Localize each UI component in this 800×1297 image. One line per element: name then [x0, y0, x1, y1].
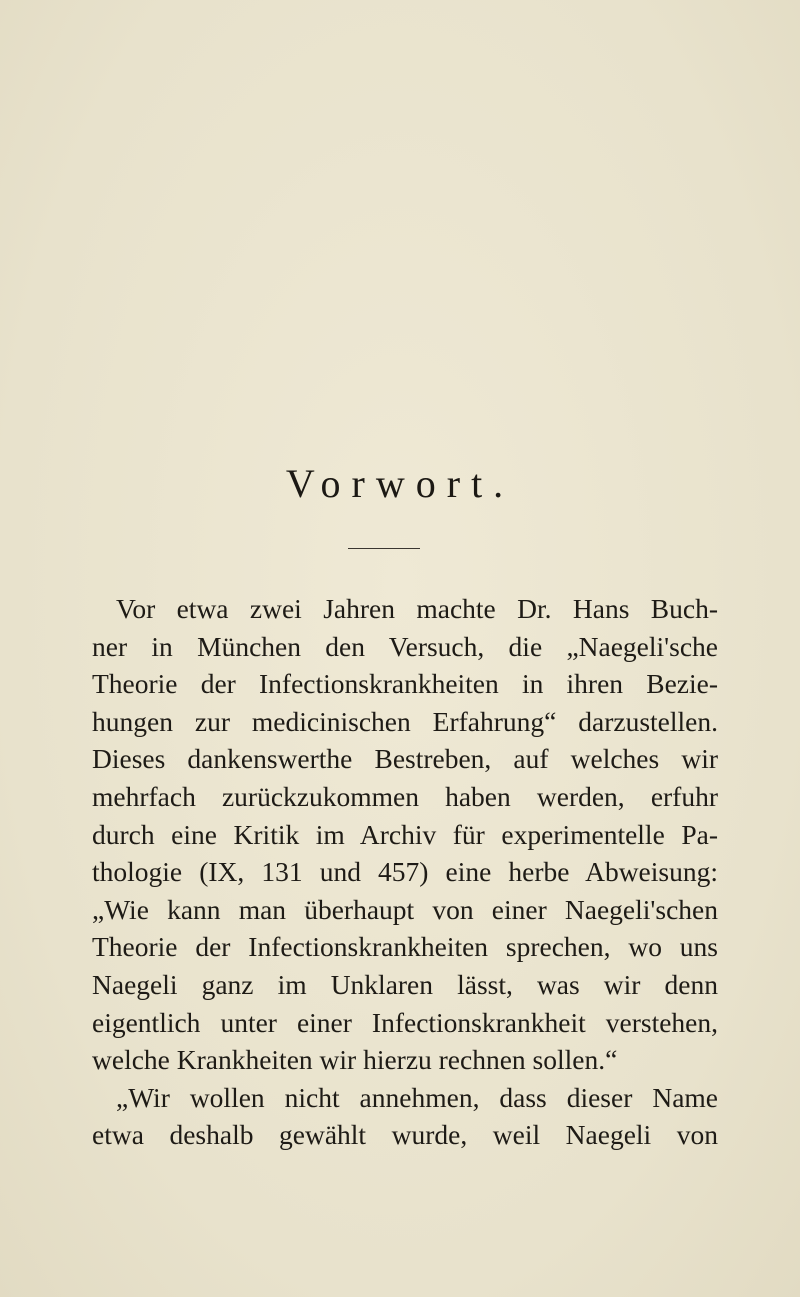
text-line: eigentlich unter einer Infectionskrankheit verstehen, [92, 1006, 718, 1038]
text-line: Naegeli ganz im Unklaren lässt, was wir denn [92, 968, 718, 1000]
title-divider [348, 548, 420, 549]
text-line: Theorie der Infectionskrankheiten sprechen, wo uns [92, 931, 718, 963]
text-line: ner in München den Versuch, die „Naegeli'sche [92, 630, 718, 662]
text-line: Dieses dankenswerthe Bestreben, auf welches wir [92, 743, 718, 775]
text-line: Vor etwa zwei Jahren machte Dr. Hans Buch- [116, 593, 718, 624]
text-line: durch eine Kritik im Archiv für experimentelle Pa- [92, 818, 718, 850]
text-line: Theorie der Infectionskrankheiten in ihren Bezie- [92, 668, 718, 700]
page-title: Vorwort. [285, 461, 515, 506]
text-line: etwa deshalb gewählt wurde, weil Naegeli von [92, 1119, 718, 1151]
text-line: welche Krankheiten wir hierzu rechnen sollen.“ [92, 1044, 618, 1076]
text-line: „Wie kann man überhaupt von einer Naegeli'schen [92, 893, 718, 925]
text-line: hungen zur medicinischen Erfahrung“ darzustellen. [92, 705, 718, 737]
text-line: „Wir wollen nicht annehmen, dass dieser Name [116, 1081, 718, 1113]
text-line: thologie (IX, 131 und 457) eine herbe Abweisung: [92, 856, 718, 888]
body-text [92, 590, 718, 1154]
text-line: mehrfach zurückzukommen haben werden, erfuhr [92, 780, 718, 812]
